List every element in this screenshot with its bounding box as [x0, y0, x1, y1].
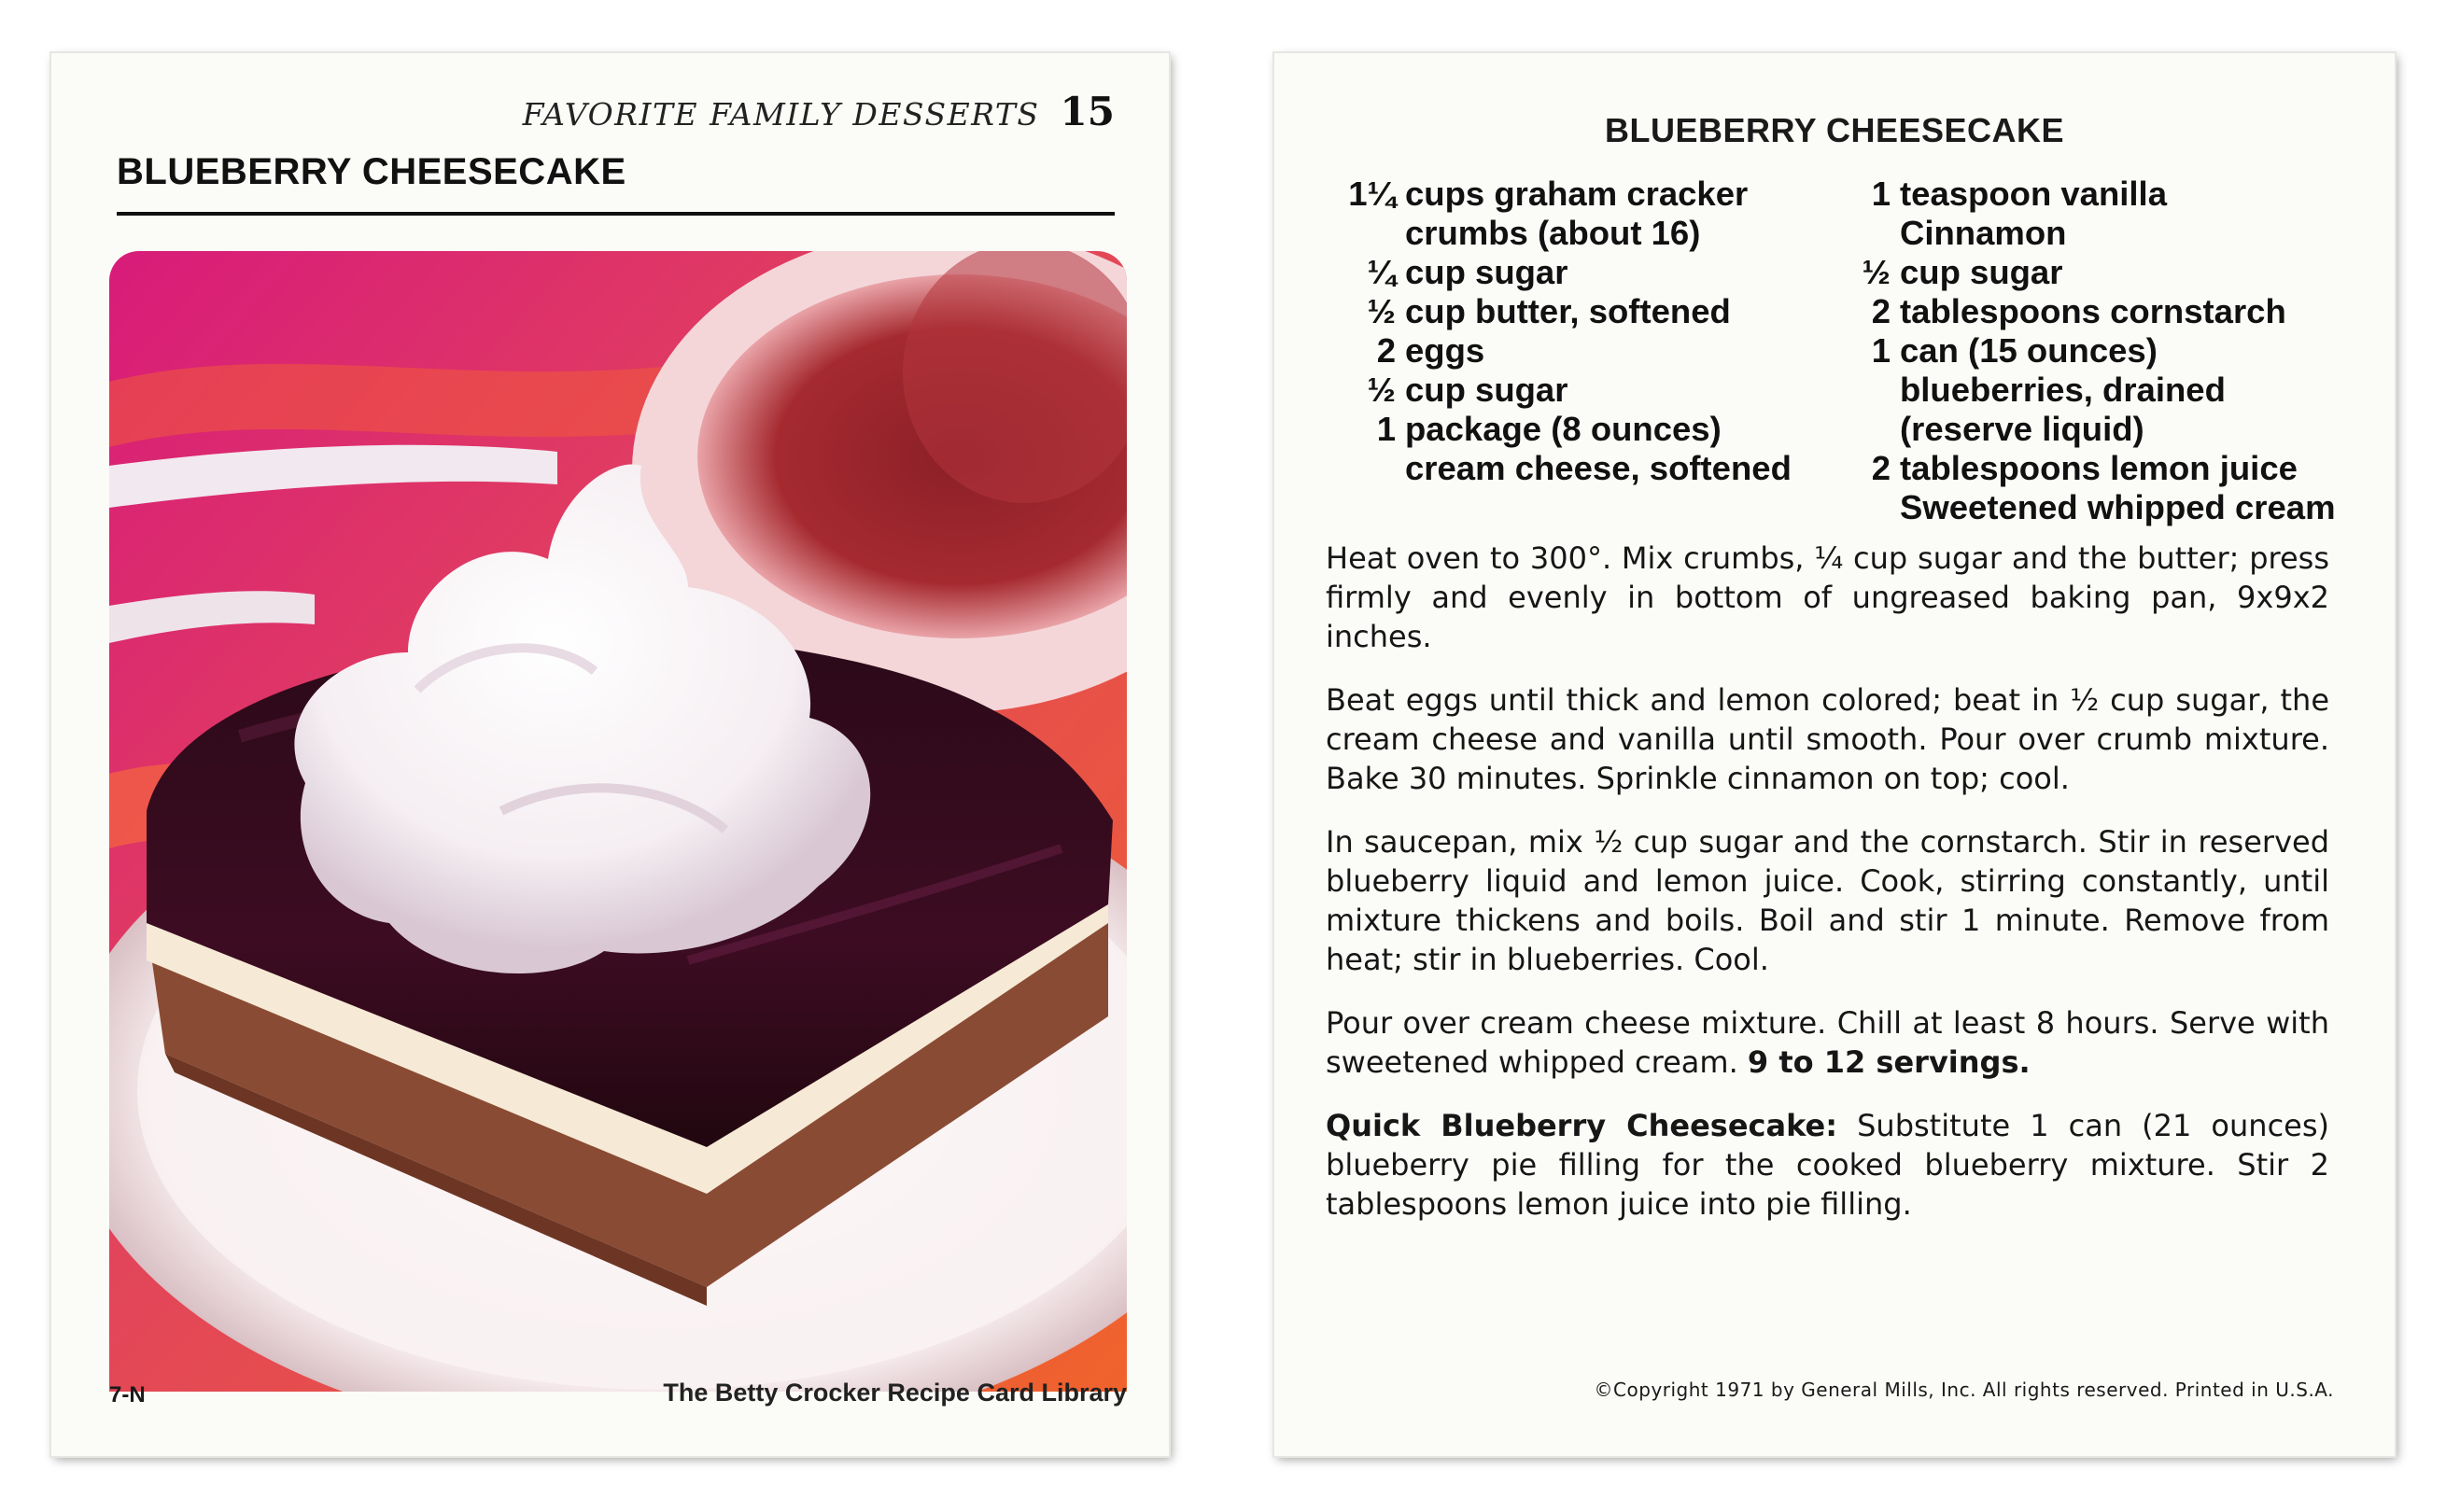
ingredient-text: Sweetened whipped cream — [1900, 488, 2336, 526]
ingredient-quantity: 1¼ — [1348, 175, 1396, 213]
servings: 9 to 12 servings. — [1747, 1044, 2031, 1080]
ingredient-text: teaspoon vanilla — [1900, 175, 2167, 213]
direction-step-4 — [1326, 1003, 2329, 1082]
ingredient-quantity: 1 — [1871, 331, 1891, 370]
ingredient-quantity — [1820, 488, 1900, 527]
direction-step-2: Beat eggs until thick and lemon colored; beat in ½ cup sugar, the cream cheese and vanilla until smooth. Pour over crumb mixture. Bake 30 minutes. Sprinkle cinnamon on top; cool. — [1326, 682, 2329, 796]
ingredient-text: cup butter, softened — [1405, 292, 1731, 330]
recipe-title-back: BLUEBERRY CHEESECAKE — [1604, 111, 2065, 149]
ingredient-item — [1326, 253, 1811, 292]
direction-step-4-text: Pour over cream cheese mixture. Chill at least 8 hours. Serve with sweetened whipped cream. — [1326, 1005, 2329, 1080]
recipe-title: BLUEBERRY CHEESECAKE — [117, 151, 626, 192]
ingredient-item — [1820, 175, 2353, 214]
ingredient-item — [1326, 292, 1811, 331]
ingredient-item — [1820, 292, 2353, 331]
series-heading — [523, 89, 1115, 134]
ingredient-item — [1820, 253, 2353, 292]
ingredient-text: cup sugar — [1405, 253, 1568, 291]
variation-title: Quick Blueberry Cheesecake: — [1326, 1108, 1838, 1143]
direction-step-1: Heat oven to 300°. Mix crumbs, ¼ cup sugar and the butter; press firmly and evenly in bottom of ungreased baking pan, 9x9x2 inches. — [1326, 540, 2329, 654]
recipe-card-front — [51, 53, 1169, 1456]
variation — [1326, 1106, 2329, 1224]
ingredient-text: cups graham cracker crumbs (about 16) — [1405, 175, 1749, 252]
ingredient-item — [1326, 331, 1811, 371]
ingredient-quantity: ½ — [1367, 371, 1396, 409]
directions — [1326, 539, 2329, 1248]
ingredient-item — [1820, 214, 2353, 253]
ingredient-quantity: 2 — [1376, 331, 1396, 370]
variation-text: Substitute 1 can (21 ounces) blueberry pie filling for the cooked blueberry mixture. Stir 2 tablespoons lemon juice into pie filling. — [1326, 1108, 2330, 1222]
ingredient-quantity: 1 — [1376, 410, 1396, 448]
ingredient-item — [1820, 488, 2353, 527]
ingredient-text: eggs — [1405, 331, 1485, 370]
copyright-notice: ©Copyright 1971 by General Mills, Inc. All rights reserved. Printed in U.S.A. — [1594, 1379, 2334, 1401]
ingredient-text: package (8 ounces) cream cheese, softened — [1405, 410, 1792, 487]
ingredient-text: Cinnamon — [1900, 214, 2067, 252]
ingredient-quantity: 1 — [1871, 175, 1891, 213]
ingredient-text: tablespoons lemon juice — [1900, 449, 2298, 487]
ingredient-quantity: ½ — [1367, 292, 1396, 330]
cheesecake-photo — [109, 251, 1127, 1392]
ingredient-quantity: 2 — [1871, 449, 1891, 487]
ingredient-text: cup sugar — [1405, 371, 1568, 409]
ingredients-right-column — [1820, 175, 2353, 527]
card-library-credit: The Betty Crocker Recipe Card Library — [663, 1379, 1127, 1407]
ingredient-quantity: ¼ — [1367, 253, 1396, 291]
ingredient-text: cup sugar — [1900, 253, 2063, 291]
ingredients-left-column — [1326, 175, 1811, 488]
ingredient-item — [1326, 371, 1811, 410]
recipe-card-back — [1274, 53, 2395, 1456]
card-code: 7-N — [109, 1382, 146, 1407]
ingredient-item — [1326, 410, 1811, 488]
series-name: FAVORITE FAMILY DESSERTS — [522, 96, 1040, 133]
direction-step-3: In saucepan, mix ½ cup sugar and the cornstarch. Stir in reserved blueberry liquid and lemon juice. Cook, stirring constantly, until mixture thickens and boils. Boil and stir 1 minute. Remove from heat; stir in blueberries. Cool. — [1326, 824, 2329, 977]
title-divider — [117, 212, 1115, 216]
ingredient-text: tablespoons cornstarch — [1900, 292, 2286, 330]
ingredient-item — [1820, 331, 2353, 449]
ingredient-item — [1326, 175, 1811, 253]
ingredient-quantity: ½ — [1862, 253, 1891, 291]
ingredient-item — [1820, 449, 2353, 488]
ingredient-text: can (15 ounces) blueberries, drained (reserve liquid) — [1900, 331, 2226, 448]
ingredient-quantity: 2 — [1871, 292, 1891, 330]
ingredient-quantity — [1820, 214, 1900, 253]
card-number: 15 — [1060, 89, 1115, 134]
